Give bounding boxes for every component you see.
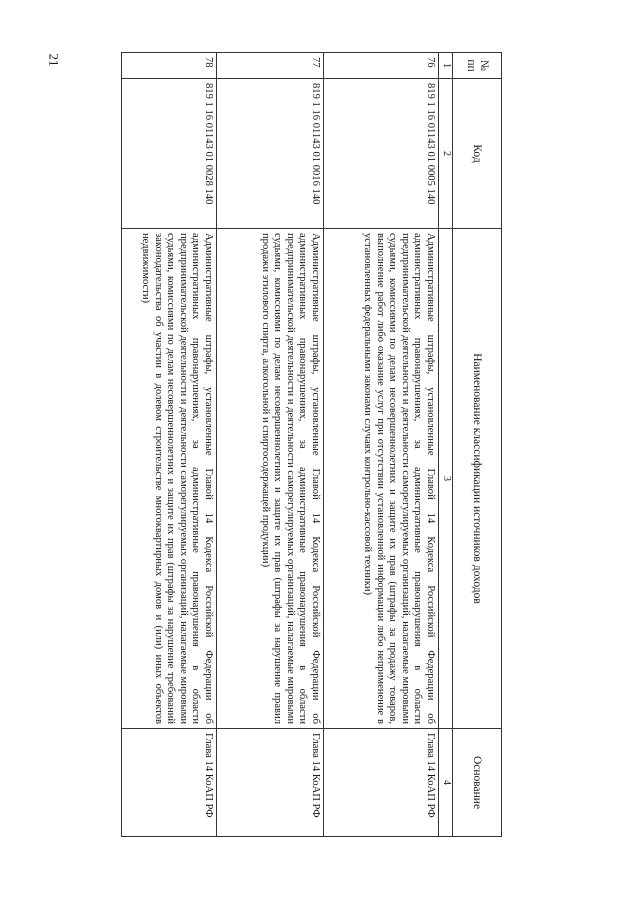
rotated-table-frame (142, 52, 502, 836)
header-basis: Основание (453, 729, 502, 837)
row-code: 819 1 16 01143 01 0028 140 (122, 79, 217, 229)
row-number: 78 (122, 53, 217, 79)
column-index-row (439, 53, 453, 837)
table-row (217, 53, 324, 837)
row-name: Административные штрафы, установленные Главой 14 Кодекса Российской Федерации об административных правонарушениях, за административные правонарушения в области предпринимательской деятельности и деятельности саморегулируемых организаций, налагаемые мировыми судьями, комиссиями по делам несовершеннолетних и защите их прав (штрафы за нарушение правил продажи этилового спирта, алкогольной и спиртосодержащей продукции) (217, 229, 324, 729)
table-row (324, 53, 439, 837)
row-name: Административные штрафы, установленные Главой 14 Кодекса Российской Федерации об административных правонарушениях, за административные правонарушения в области предпринимательской деятельности и деятельности саморегулируемых организаций, налагаемые мировыми судьями, комиссиями по делам несовершеннолетних и защите их прав (штрафы за нарушение требований законодательства об участии в долевом строительстве многоквартирных домов и (или) иных объектов недвижимости) (122, 229, 217, 729)
row-number: 76 (324, 53, 439, 79)
row-number: 77 (217, 53, 324, 79)
column-index: 1 (439, 53, 453, 79)
column-index: 3 (439, 229, 453, 729)
column-index: 4 (439, 729, 453, 837)
revenue-classification-table (121, 52, 502, 837)
row-basis: Глава 14 КоАП РФ (217, 729, 324, 837)
header-num: № пп (453, 53, 502, 79)
header-code: Код (453, 79, 502, 229)
table-row (122, 53, 217, 837)
table-header-row (453, 53, 502, 837)
row-code: 819 1 16 01143 01 0005 140 (324, 79, 439, 229)
row-code: 819 1 16 01143 01 0016 140 (217, 79, 324, 229)
row-name: Административные штрафы, установленные Главой 14 Кодекса Российской Федерации об административных правонарушениях, за административные правонарушения в области предпринимательской деятельности и деятельности саморегулируемых организаций, налагаемые мировыми судьями, комиссиями по делам несовершеннолетних и защите их прав (штрафы за продажу товаров, выполнение работ либо оказание услуг при отсутствии установленной информации либо неприменение в установленных федеральными законами случаях контрольно-кассовой техники) (324, 229, 439, 729)
row-basis: Глава 14 КоАП РФ (122, 729, 217, 837)
header-name: Наименование классификации источников доходов (453, 229, 502, 729)
column-index: 2 (439, 79, 453, 229)
page-number: 21 (46, 53, 62, 67)
row-basis: Глава 14 КоАП РФ (324, 729, 439, 837)
